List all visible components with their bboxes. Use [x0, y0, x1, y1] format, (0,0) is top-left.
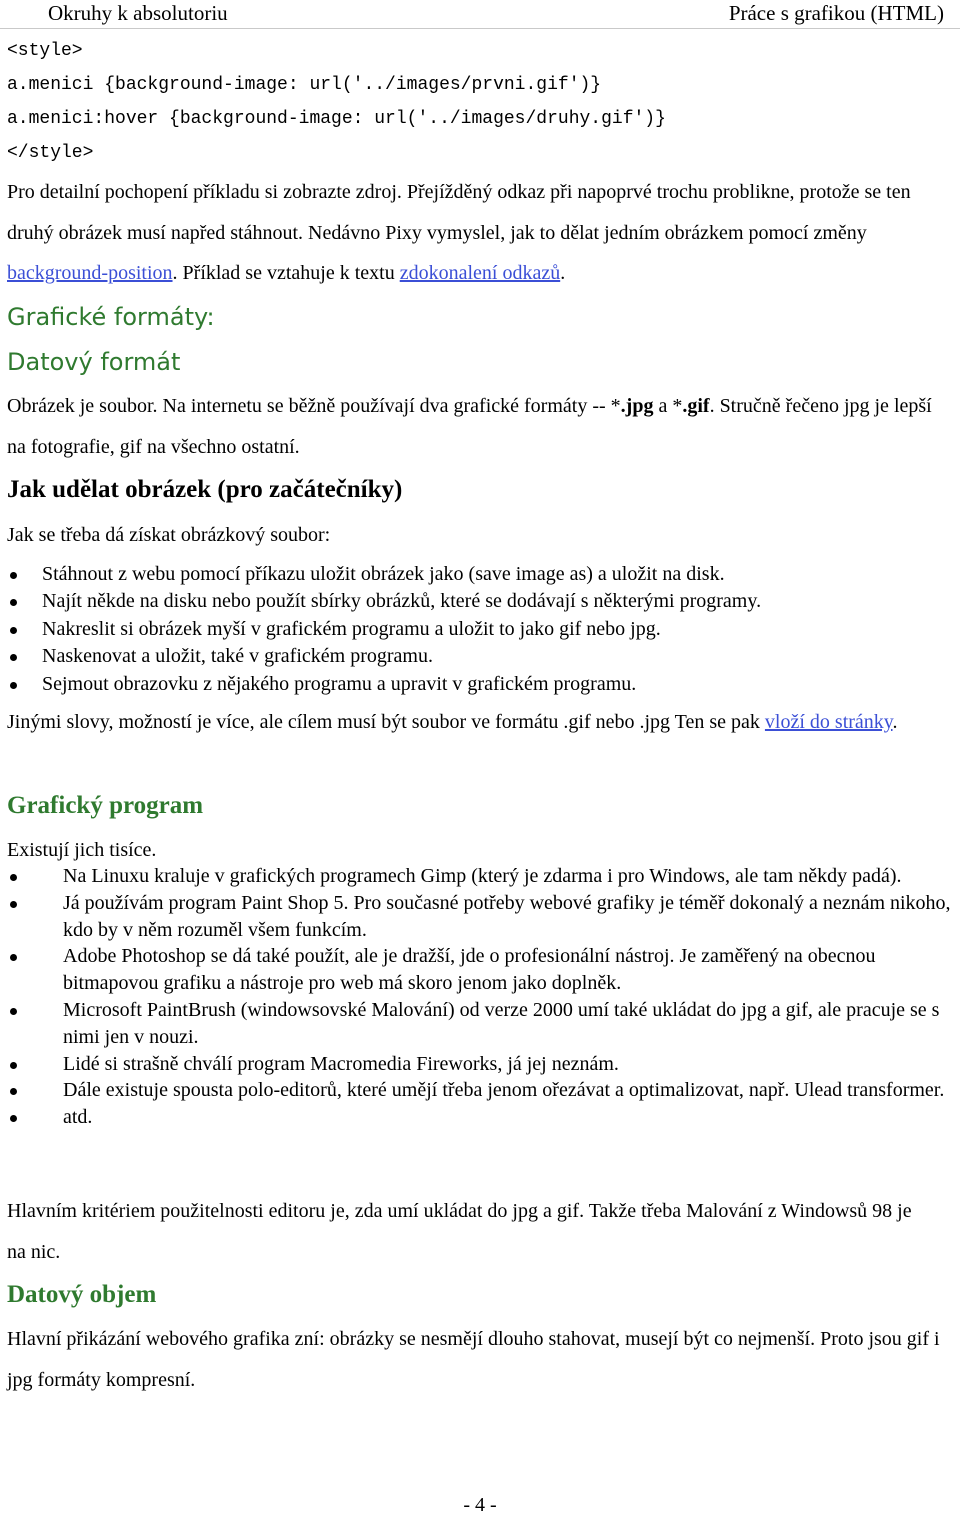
format-text: a * [653, 395, 683, 417]
list-item-text: Dále existuje spousta polo-editorů, které umějí třeba jenom ořezávat a optimalizovat, např. Ulead transformer. [63, 1079, 945, 1102]
program-outro-text: Hlavním kritériem použitelnosti editoru je, zda umí ukládat do jpg a gif. Takže třeba Malování z Windowsů 98 je na nic. [7, 1200, 912, 1263]
code-line: a.menici {background-image: url('../images/prvni.gif')} [7, 75, 602, 95]
how-intro [7, 515, 952, 556]
section-heading: Datový objem [7, 1281, 157, 1308]
list-item-text: Nakreslit si obrázek myší v grafickém programu a uložit to jako gif nebo jpg. [42, 617, 661, 640]
list-item [7, 943, 952, 997]
program-intro-text: Existují jich tisíce. [7, 839, 157, 861]
how-intro-text: Jak se třeba dá získat obrázkový soubor: [7, 524, 331, 546]
list-item [7, 1077, 952, 1104]
datovy-objem-section [7, 1280, 952, 1310]
list-item-text: Lidé si strašně chválí program Macromedia Fireworks, já jej neznám. [63, 1052, 619, 1075]
jpg-ext: .jpg [620, 395, 654, 417]
list-item [7, 561, 952, 588]
list-item-text: Sejmout obrazovku z nějakého programu a upravit v grafickém programu. [42, 672, 637, 695]
how-list [7, 561, 952, 698]
volume-paragraph [7, 1319, 952, 1400]
header-right-title: Práce s grafikou (HTML) [728, 1, 944, 25]
list-item [7, 890, 952, 944]
bullet-icon [10, 954, 17, 961]
list-item-text: Najít někde na disku nebo použít sbírky obrázků, které se dodávají s některými programy. [42, 590, 762, 613]
background-position-link[interactable]: background-position [7, 262, 173, 284]
gif-ext: .gif [682, 395, 710, 417]
intro-paragraph [7, 172, 947, 294]
graficke-formaty-section [7, 302, 952, 332]
program-outro [7, 1191, 927, 1272]
bullet-icon [10, 874, 17, 881]
list-item [7, 863, 952, 890]
bullet-icon [10, 901, 17, 908]
volume-text: Hlavní přikázání webového grafika zní: obrázky se nesmějí dlouho stahovat, musejí být co nejmenší. Proto jsou gif i jpg formáty kompresní. [7, 1328, 940, 1391]
page-number: - 4 - [463, 1494, 497, 1516]
list-item-text: Microsoft PaintBrush (windowsovské Malování) od verze 2000 umí také ukládat do jpg a gif, ale pracuje se s nimi jen v nouzi. [63, 998, 940, 1048]
bullet-icon [10, 599, 17, 606]
bullet-icon [10, 1062, 17, 1069]
list-item-text: atd. [63, 1106, 93, 1129]
how-outro [7, 702, 942, 743]
page-header [0, 0, 960, 29]
section-heading: Jak udělat obrázek (pro začátečníky) [7, 476, 403, 503]
list-item [7, 588, 952, 615]
bullet-icon [10, 1008, 17, 1015]
graficky-program-section [7, 791, 952, 821]
code-line: a.menici:hover {background-image: url('../images/druhy.gif')} [7, 109, 666, 129]
list-item-text: Naskenovat a uložit, také v grafickém programu. [42, 645, 433, 668]
format-paragraph [7, 386, 932, 467]
jak-udelat-section [7, 475, 952, 505]
list-item-text: Já používám program Paint Shop 5. Pro současné potřeby webové grafiky je téměř dokonalý a neznám nikoho, kdo by v něm rozuměl všem funkcím. [63, 891, 951, 941]
bullet-icon [10, 572, 17, 579]
list-item [7, 671, 952, 698]
list-item [7, 1051, 952, 1078]
vlozi-do-stranky-link[interactable]: vloží do stránky [764, 711, 893, 733]
section-heading: Grafické formáty: [7, 303, 215, 331]
list-item [7, 1104, 952, 1131]
section-heading: Datový formát [7, 348, 181, 376]
code-block [7, 34, 666, 170]
list-item [7, 997, 952, 1051]
list-item [7, 643, 952, 670]
list-item-text: Stáhnout z webu pomocí příkazu uložit obrázek jako (save image as) a uložit na disk. [42, 563, 725, 585]
datovy-format-section [7, 347, 952, 377]
bullet-icon [10, 627, 17, 634]
list-item-text: Adobe Photoshop se dá také použít, ale je dražší, jde o profesionální nástroj. Je zaměřený na obecnou bitmapovou grafiku a nástroje pro web má skoro jenom jako doplněk. [63, 945, 876, 995]
header-left-title: Okruhy k absolutoriu [48, 1, 228, 25]
list-item [7, 616, 952, 643]
section-heading: Grafický program [7, 792, 204, 819]
intro-text: . Příklad se vztahuje k textu [172, 262, 400, 284]
how-outro-text: . [892, 711, 898, 733]
bullet-icon [10, 1115, 17, 1122]
bullet-icon [10, 1088, 17, 1095]
format-text: Obrázek je soubor. Na internetu se běžně používají dva grafické formáty -- * [7, 395, 621, 417]
format-text: . Stručně řečeno jpg je lepší na fotografie, gif na všechno ostatní. [7, 395, 932, 458]
zdokonaleni-odkazu-link[interactable]: zdokonalení odkazů [399, 262, 561, 284]
list-item-text: Na Linuxu kraluje v grafických programech Gimp (který je zdarma i pro Windows, ale tam někdy padá). [63, 865, 902, 887]
program-intro [7, 837, 952, 864]
bullet-icon [10, 654, 17, 661]
bullet-icon [10, 682, 17, 689]
code-line: </style> [7, 143, 94, 163]
program-list [7, 863, 952, 1131]
how-outro-text: Jinými slovy, možností je více, ale cílem musí být soubor ve formátu .gif nebo .jpg Ten se pak [7, 711, 765, 733]
code-line: <style> [7, 41, 83, 61]
intro-text: . [560, 262, 566, 284]
intro-text: Pro detailní pochopení příkladu si zobrazte zdroj. Přejížděný odkaz při napoprvé trochu problikne, protože se ten druhý obrázek musí napřed stáhnout. Nedávno Pixy vymyslel, jak to dělat jedním obrázkem pomocí změny [7, 181, 911, 244]
